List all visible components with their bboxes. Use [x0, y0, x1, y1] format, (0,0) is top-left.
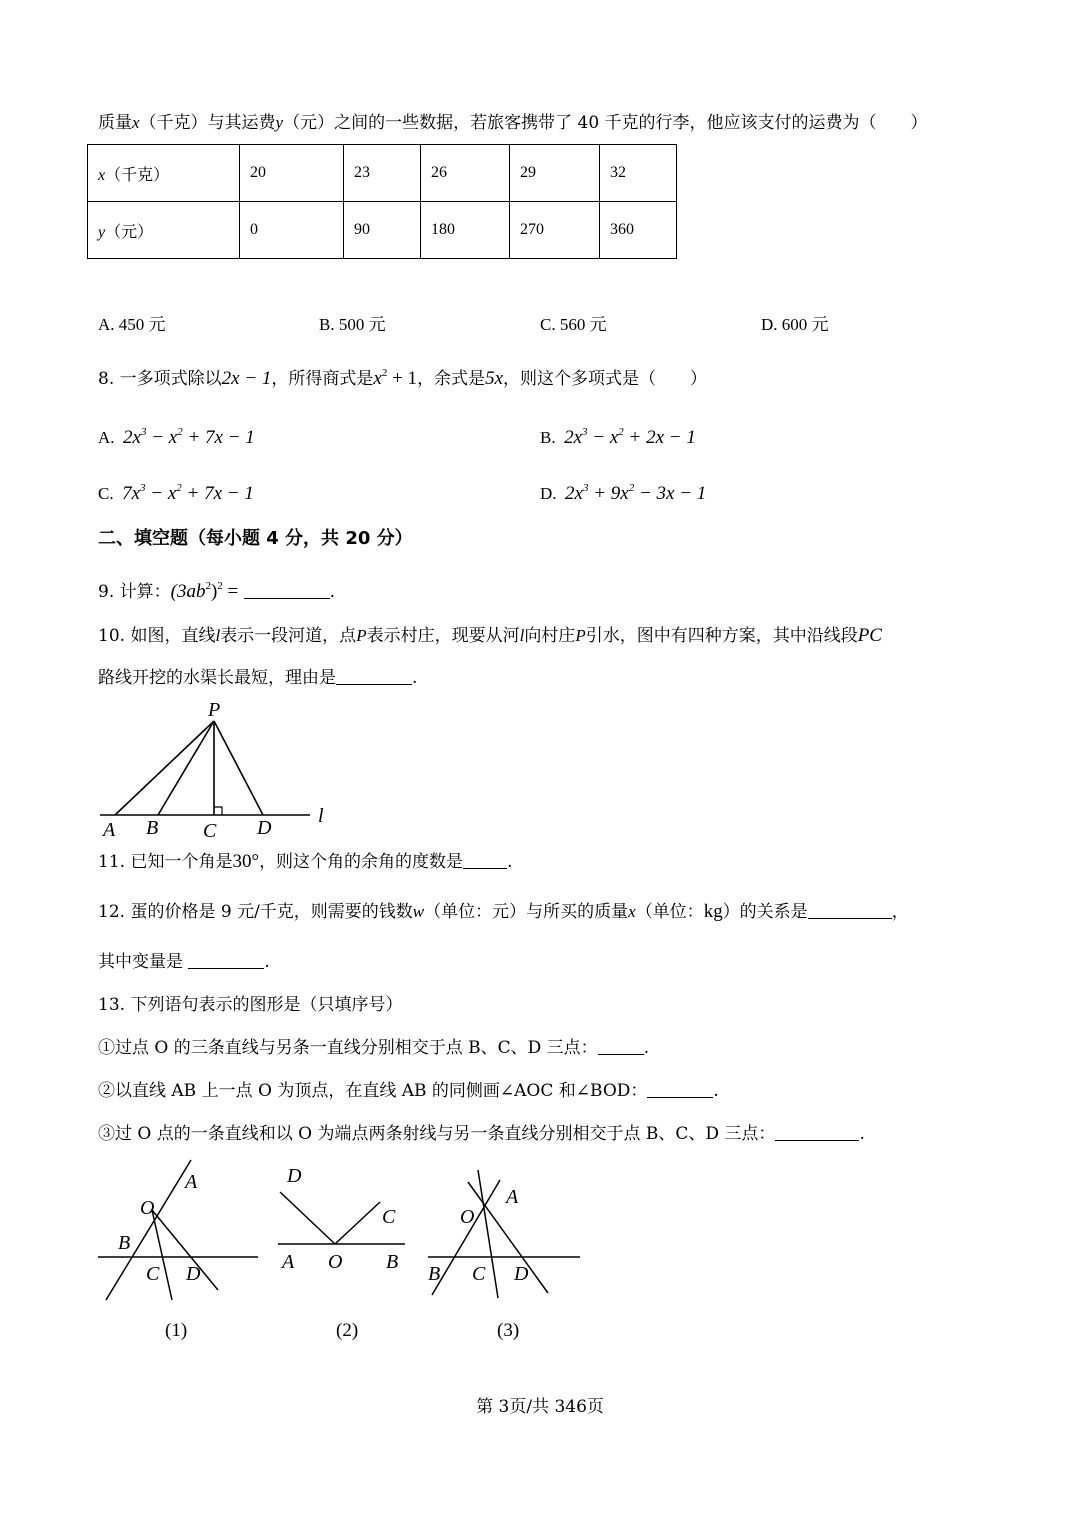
table-header-y: y（元） [88, 202, 240, 259]
label-b: B [146, 817, 159, 839]
fig3-label-o: O [460, 1206, 475, 1228]
q9: 9. 计算：$(3ab^2)^2$ = . [98, 580, 336, 602]
q8-option-a: A. $2x^3 - x^2 + 7x - 1$ [98, 426, 255, 448]
fig1-label-a: A [185, 1171, 198, 1193]
label-d: D [257, 817, 272, 839]
q7-option-a: A. 450 元 [98, 315, 166, 334]
fig2-label-o: O [328, 1251, 343, 1273]
fig2-label-a: A [282, 1251, 295, 1273]
answer-blank[interactable] [808, 900, 892, 919]
fig1-label-d: D [186, 1263, 201, 1285]
table-cell: 32 [600, 145, 677, 202]
section-title: 二、填空题（每小题 4 分，共 20 分） [98, 528, 413, 549]
q12-line1: 12. 蛋的价格是 9 元/千克，则需要的钱数w（单位：元）与所买的质量x（单位：kg）的关系是 ， [98, 901, 909, 922]
segment-pb [158, 721, 214, 815]
fig3-caption: (3) [497, 1320, 520, 1341]
q7-stem-mid2: （元）之间的一些数据，若旅客携带了 40 千克的行李，他应该支付的运费为（ ） [283, 113, 928, 133]
label-l: l [318, 805, 324, 827]
table-cell: 20 [240, 145, 344, 202]
right-angle-mark [214, 807, 222, 815]
q10-line1: 10. 如图，直线l表示一段河道，点P表示村庄，现要从河l向村庄P引水，图中有四种方案，其中沿线段PC [98, 625, 882, 646]
answer-blank[interactable] [188, 950, 264, 969]
q8-option-d: D. $2x^3 + 9x^2 - 3x - 1$ [540, 482, 707, 504]
fig3-label-c: C [472, 1263, 486, 1285]
q12-line2: 其中变量是 . [98, 952, 270, 972]
fig2-label-d: D [287, 1165, 302, 1187]
q7-option-b: B. 500 元 [319, 315, 386, 334]
q7-stem-prefix: 质量 [98, 113, 132, 133]
fig2-label-b: B [386, 1251, 399, 1273]
table-cell: 90 [344, 202, 421, 259]
q13-stem: 13. 下列语句表示的图形是（只填序号） [98, 995, 403, 1015]
q8-option-b: B. $2x^3 - x^2 + 2x - 1$ [540, 426, 696, 448]
answer-blank[interactable] [463, 850, 507, 869]
segment-pd [214, 721, 263, 815]
table-cell: 360 [600, 202, 677, 259]
q13-item-1: ①过点 O 的三条直线与另条一直线分别相交于点 B、C、D 三点： . [98, 1038, 650, 1058]
fig1-caption: (1) [165, 1320, 188, 1341]
q7-option-c: C. 560 元 [540, 315, 607, 334]
q7-option-d: D. 600 元 [761, 315, 829, 334]
label-c: C [203, 820, 217, 842]
label-p: P [208, 699, 221, 721]
fig1-label-o: O [140, 1197, 155, 1219]
fig2-caption: (2) [336, 1320, 359, 1341]
answer-blank[interactable] [775, 1122, 859, 1141]
q13-figure-1 [98, 1160, 258, 1300]
answer-blank[interactable] [647, 1079, 713, 1098]
segment-pa [115, 721, 214, 815]
page-footer: 第 3页/共 346页 [476, 1397, 604, 1417]
fig1-label-b: B [118, 1232, 131, 1254]
table-cell: 26 [421, 145, 510, 202]
label-a: A [103, 819, 116, 841]
q7-var-x: x [132, 113, 140, 132]
fig3-label-b: B [428, 1263, 441, 1285]
table-cell: 29 [510, 145, 600, 202]
table-cell: 270 [510, 202, 600, 259]
q8-stem: 8. 一多项式除以2x − 1，所得商式是$x^2 + 1$，余式是5x，则这个多项式是（ ） [98, 367, 707, 389]
table-cell: 180 [421, 202, 510, 259]
fig1-label-c: C [146, 1263, 160, 1285]
q13-figure-3 [428, 1170, 580, 1298]
q8-option-c: C. $7x^3 - x^2 + 7x - 1$ [98, 482, 254, 504]
table-cell: 23 [344, 145, 421, 202]
q10-line2: 路线开挖的水渠长最短，理由是 . [98, 668, 418, 688]
table-cell: 0 [240, 202, 344, 259]
q7-var-y: y [275, 113, 284, 132]
q13-item-2: ②以直线 AB 上一点 O 为顶点，在直线 AB 的同侧画∠AOC 和∠BOD： . [98, 1081, 719, 1101]
fig3-label-d: D [514, 1263, 529, 1285]
table-header-x: x（千克） [88, 145, 240, 202]
q7-stem-mid1: （千克）与其运费 [139, 113, 276, 133]
q13-item-3: ③过 O 点的一条直线和以 O 为端点两条射线与另一条直线分别相交于点 B、C、D 三点： . [98, 1124, 865, 1144]
answer-blank[interactable] [598, 1036, 644, 1055]
fig2-label-c: C [382, 1206, 396, 1228]
fig3-label-a: A [506, 1186, 519, 1208]
q11: 11. 已知一个角是30°，则这个角的余角的度数是 . [98, 851, 513, 872]
